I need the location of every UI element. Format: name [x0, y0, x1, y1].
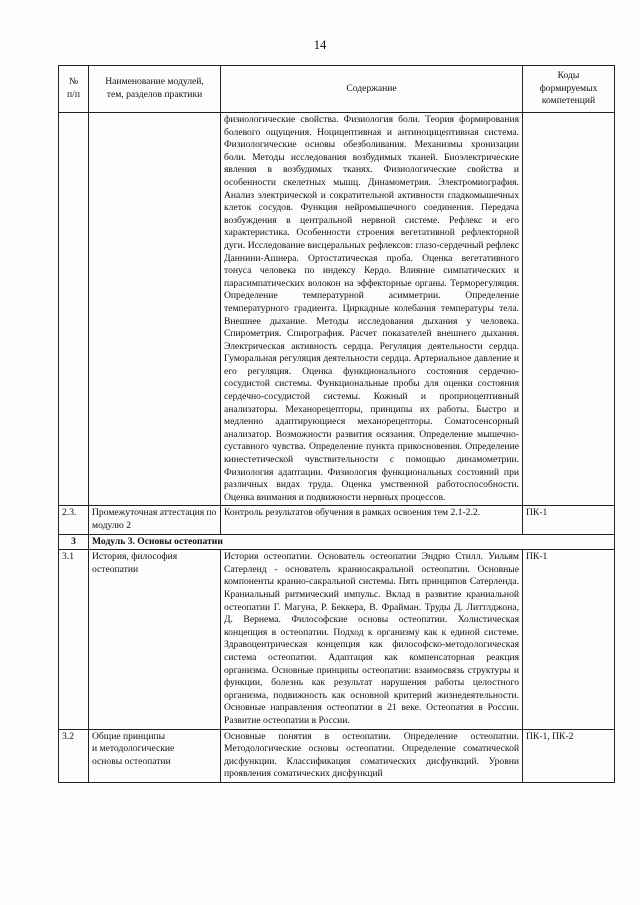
header-num: № п/п [59, 66, 89, 113]
table-row [59, 729, 615, 782]
table-row [59, 113, 615, 506]
header-name: Наименование модулей, тем, разделов практики [89, 66, 221, 113]
row-codes-cell [523, 113, 615, 506]
row-num-cell [59, 113, 89, 506]
row-codes-cell: ПК-1 [523, 506, 615, 534]
module-title-cell: Модуль 3. Основы остеопатии [89, 534, 615, 550]
module-num-cell: 3 [59, 534, 89, 550]
row-name-cell: Общие принципы и методологические основы остеопатии [89, 729, 221, 782]
row-codes-cell: ПК-1 [523, 550, 615, 729]
row-content-cell: Основные понятия в остеопатии. Определение остеопатии. Методологические основы остеопатии. Определение соматической дисфункции. Классификация соматических дисфункций. Уровни проявления соматических дисфункций [221, 729, 523, 782]
row-content-cell: физиологические свойства. Физиология боли. Теория формирования болевого ощущения. Ноцицептивная и антиноцицептивная система. Физиологические основы обезболивания. Механизмы хронизации боли. Методы исследования возбудимых тканей. Биоэлектрические явления в возбудимых тканях. Физиологические свойства и особенности скелетных мышц. Динамометрия. Электромиография. Анализ электрической и сократительной активности гладкомышечных клеток сосудов. Функция нейромышечного соединения. Передача возбуждения в центральной нервной системе. Рефлекс и его характеристика. Особенности строения вегетативной рефлекторной дуги. Исследование висцеральных рефлексов: глазо-сердечный рефлекс Даннини-Ашнера. Ортостатическая проба. Оценка вегетативного тонуса человека по индексу Кердо. Влияние симпатических и парасимпатических волокон на эффекторные органы. Терморегуляция. Определение температурной асимметрии. Определение температурного градиента. Циркадные колебания температуры тела. Внешнее дыхание. Методы исследования дыхания у человека. Спирометрия. Спирография. Расчет показателей внешнего дыхания. Электрическая активность сердца. Регуляция деятельности сердца. Гуморальная регуляция деятельности сердца. Артериальное давление и его регуляция. Оценка функционального состояния сердечно-сосудистой системы. Функциональные пробы для оценки состояния сердечно-сосудистой системы. Кожный и проприоцептивный анализаторы. Механорецепторы, принципы их работы. Быстро и медленно адаптирующиеся механорецепторы. Соматосенсорный анализатор. Возможности развития осязания. Определение мышечно-суставного чувства. Определение пункта прикосновения. Определение кинестетической чувствительности с помощью динамометрии. Физиология адаптации. Физиология функциональных состояний при различных видах труда. Оценка умственной работоспособности. Оценка внимания и подвижности нервных процессов. [221, 113, 523, 506]
row-content-cell: Контроль результатов обучения в рамках освоения тем 2.1-2.2. [221, 506, 523, 534]
table-row [59, 550, 615, 729]
curriculum-table [58, 65, 615, 783]
row-codes-cell: ПК-1, ПК-2 [523, 729, 615, 782]
table-row [59, 506, 615, 534]
table-header-row [59, 66, 615, 113]
row-name-cell [89, 113, 221, 506]
row-name-cell: История, философия остеопатии [89, 550, 221, 729]
row-num-cell: 3.2 [59, 729, 89, 782]
row-content-cell: История остеопатии. Основатель остеопатии Эндрю Стилл. Уильям Сатерленд - основатель краниосакральной остеопатии. Основные компоненты кранио-сакральной системы. Пять принципов Сатерленда. Краниальный ритмический импульс. Вклад в развитие краниальной остеопатии Г. Магуна, Р. Беккера, В. Фрайман. Труды Д. Литтлджона, Д. Вернема. Философские основы остеопатии. Холистическая концепция в остеопатии. Подход к организму как к единой системе. Здравоцентрическая концепция как философско-методологическая система остеопатии. Адаптация как компенсаторная реакция организма. Основные принципы остеопатии: взаимосвязь структуры и функции, болезнь как результат нарушения работы целостного организма, подвижность как основной критерий жизнедеятельности. Основные направления остеопатии в 21 веке. Остеопатия в России. Развитие остеопатии в России. [221, 550, 523, 729]
module-row [59, 534, 615, 550]
page-number: 14 [313, 38, 327, 52]
header-codes: Коды формируемых компетенций [523, 66, 615, 113]
row-num-cell: 2.3. [59, 506, 89, 534]
row-name-cell: Промежуточная аттестация по модулю 2 [89, 506, 221, 534]
row-num-cell: 3.1 [59, 550, 89, 729]
header-content: Содержание [221, 66, 523, 113]
